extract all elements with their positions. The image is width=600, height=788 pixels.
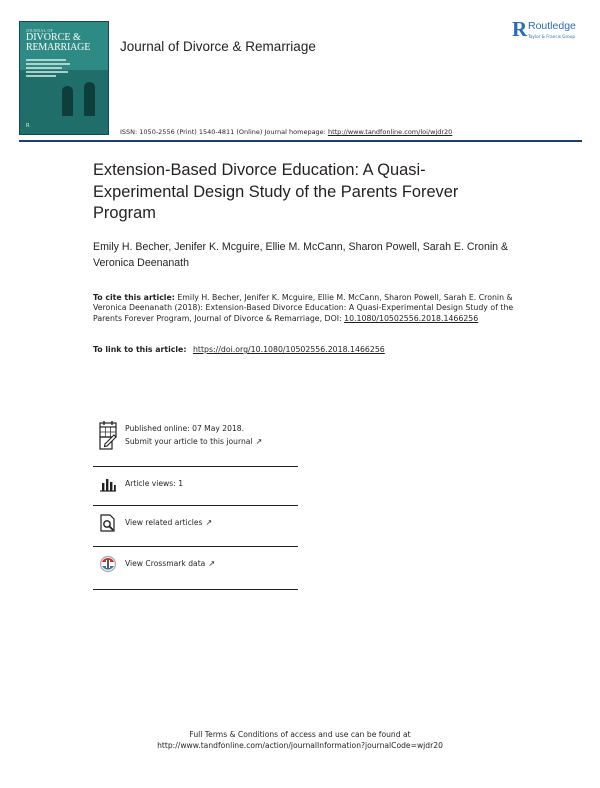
issn-text: ISSN: 1050-2556 (Print) 1540-4811 (Online) Journal homepage: xyxy=(120,128,326,136)
crossmark-link[interactable] xyxy=(125,559,215,568)
cover-title-line2: REMARRIAGE xyxy=(26,42,91,53)
terms-text: Full Terms & Conditions of access and use can be found at xyxy=(189,730,411,739)
article-authors: Emily H. Becher, Jenifer K. Mcguire, Ellie M. McCann, Sharon Powell, Sarah E. Cronin & Veronica Deenanath xyxy=(93,241,509,269)
article-title: Extension-Based Divorce Education: A Quasi-Experimental Design Study of the Parents Forever Program xyxy=(93,161,459,222)
citation-doi-link[interactable]: 10.1080/10502556.2018.1466256 xyxy=(344,313,479,323)
cover-title-line1: DIVORCE & xyxy=(26,32,81,43)
related-articles-link[interactable] xyxy=(125,518,212,527)
publisher-subtitle: Taylor & Francis Group xyxy=(528,34,576,39)
link-label: To link to this article: xyxy=(93,345,187,354)
citation-label: To cite this article: xyxy=(93,293,175,302)
article-doi-link[interactable]: https://doi.org/10.1080/10502556.2018.1466256 xyxy=(192,345,385,354)
article-link-line xyxy=(93,345,533,354)
article-views-text: Article views: 1 xyxy=(125,479,184,488)
published-online-text: Published online: 07 May 2018. xyxy=(125,424,245,433)
crossmark-text: View Crossmark data xyxy=(125,559,206,568)
publisher-logo xyxy=(512,19,594,45)
related-articles-icon xyxy=(99,514,117,532)
cover-figure-left xyxy=(62,86,73,116)
article-views-row xyxy=(93,475,298,515)
terms-footer xyxy=(0,729,600,751)
edit-document-icon xyxy=(99,433,117,451)
cover-blurb-lines xyxy=(26,59,72,79)
cover-publisher-logo: R xyxy=(26,123,30,129)
info-divider xyxy=(93,546,298,547)
related-articles-row[interactable] xyxy=(93,514,298,554)
related-articles-text: View related articles xyxy=(125,518,203,527)
journal-title: Journal of Divorce & Remarriage xyxy=(120,39,316,54)
external-link-icon: ↗ xyxy=(205,518,213,527)
issn-line xyxy=(120,128,452,136)
bar-chart-icon xyxy=(99,475,117,493)
cover-small-title: JOURNAL OF xyxy=(26,28,54,33)
submit-article-text: Submit your article to this journal xyxy=(125,437,253,446)
crossmark-icon xyxy=(99,555,117,573)
info-divider xyxy=(93,505,298,506)
publisher-name: Routledge xyxy=(528,20,576,32)
external-link-icon: ↗ xyxy=(255,437,263,446)
terms-link[interactable]: http://www.tandfonline.com/action/journalInformation?journalCode=wjdr20 xyxy=(157,741,443,750)
header-divider xyxy=(19,140,582,142)
routledge-logo-icon: R xyxy=(512,17,528,41)
cover-figure-right xyxy=(84,82,95,116)
journal-cover-image xyxy=(19,21,109,135)
citation-text: Emily H. Becher, Jenifer K. Mcguire, Ellie M. McCann, Sharon Powell, Sarah E. Cronin & Veronica Deenanath (2018): Extension-Based Divorce Education: A Quasi-Experimental Design Study of the Parents Forever Program, Journal of Divorce & Remarriage, DOI: xyxy=(93,293,514,323)
submit-article-link[interactable] xyxy=(125,437,262,446)
submit-article-row[interactable] xyxy=(93,433,298,473)
journal-homepage-link[interactable]: http://www.tandfonline.com/loi/wjdr20 xyxy=(327,128,453,136)
info-divider xyxy=(93,589,298,590)
external-link-icon: ↗ xyxy=(208,559,216,568)
citation-block xyxy=(93,293,533,324)
